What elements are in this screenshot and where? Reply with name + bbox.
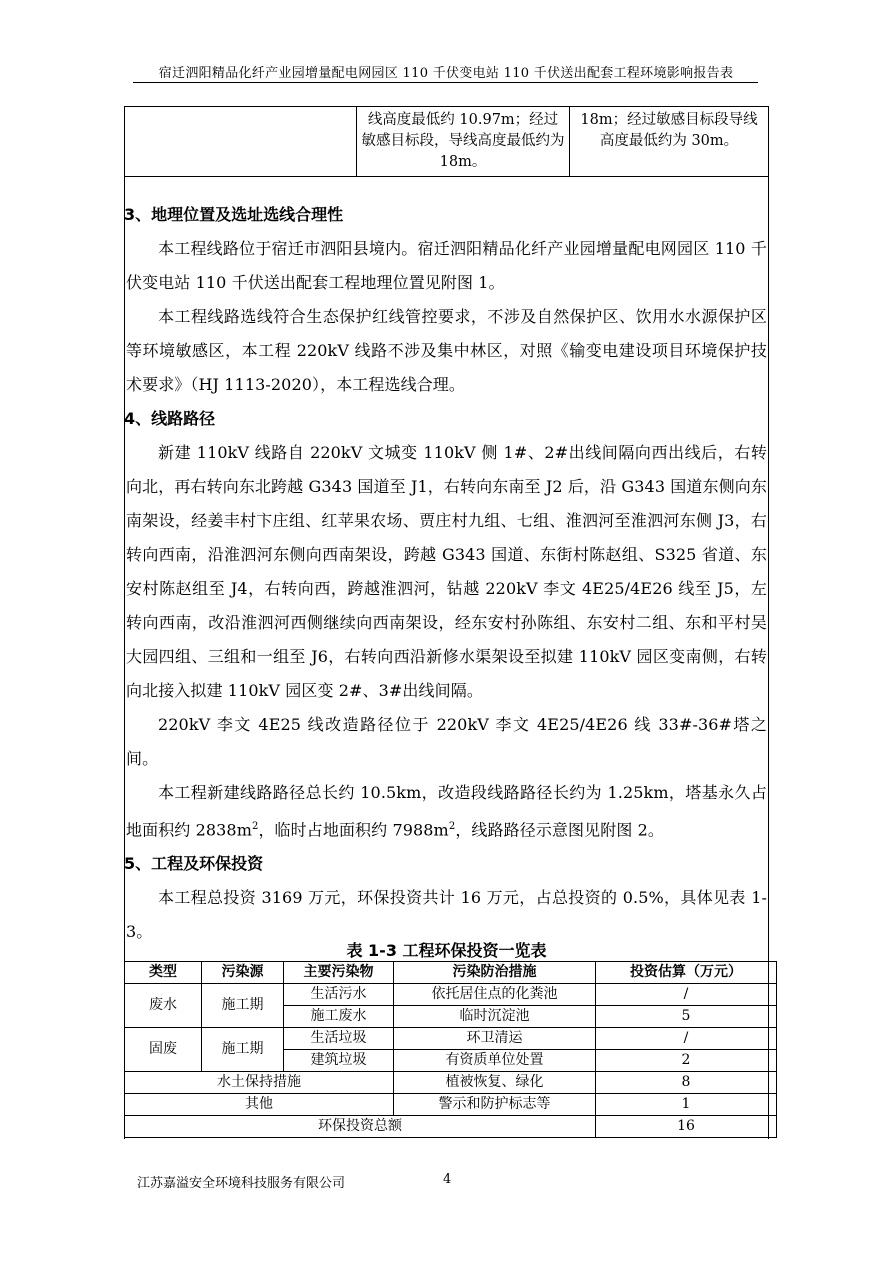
measure-cell: 植被恢复、绿化	[394, 1072, 596, 1094]
table-row	[125, 984, 777, 1006]
text-span: ，临时占地面积约 7988m	[258, 820, 449, 840]
paragraph: 本工程线路位于宿迁市泗阳县境内。宿迁泗阳精品化纤产业园增量配电网园区 110 千伏变电站 110 千伏送出配套工程地理位置见附图 1。	[126, 239, 767, 292]
cost-cell: 1	[596, 1094, 777, 1116]
header-cell: 主要污染物	[284, 962, 394, 984]
cost-cell: /	[596, 1028, 777, 1050]
paragraph: 新建 110kV 线路自 220kV 文城变 110kV 侧 1#、2#出线间隔向西出线后，右转向北，再右转向东北跨越 G343 国道至 J1，右转向东南至 J2 后，沿 G343 国道东侧向东南架设，经姜丰村卞庄组、红苹果农场、贾庄村九组、七组、淮泗河至淮泗河东侧 J3，右转向西南，沿淮泗河东侧向西南架设，跨越 G343 国道、东街村陈赵组、S325 省道、东安村陈赵组至 J4，右转向西，跨越淮泗河，钻越 220kV 李文 4E25/4E26 线至 J5，左转向西南，改沿淮泗河西侧继续向西南架设，经东安村孙陈组、东安村二组、东和平村吴大园四组、三组和一组至 J6，右转向西沿新修水渠架设至拟建 110kV 园区变南侧，右转向北接入拟建 110kV 园区变 2#、3#出线间隔。	[126, 443, 767, 700]
measure-cell: 环卫清运	[394, 1028, 596, 1050]
table-row	[125, 1094, 777, 1116]
source-cell: 施工期	[202, 984, 284, 1028]
total-label-cell: 环保投资总额	[125, 1116, 596, 1138]
cost-cell: 8	[596, 1072, 777, 1094]
paragraph: 本工程总投资 3169 万元，环保投资共计 16 万元，占总投资的 0.5%，具体见表 1-3。	[126, 888, 767, 942]
continued-table	[124, 106, 769, 177]
text-span: ，线路路径示意图见附图 2。	[455, 820, 664, 840]
investment-table	[124, 961, 777, 1138]
type-cell: 废水	[125, 984, 202, 1028]
soil-label-cell: 水土保持措施	[125, 1072, 394, 1094]
page-header-title: 宿迁泗阳精品化纤产业园增量配电网园区 110 千伏变电站 110 千伏送出配套工程环境影响报告表	[158, 66, 734, 81]
cost-cell: /	[596, 984, 777, 1006]
pollutant-cell: 建筑垃圾	[284, 1050, 394, 1072]
total-cost-cell: 16	[596, 1116, 777, 1138]
paragraph: 220kV 李文 4E25 线改造路径位于 220kV 李文 4E25/4E26 线 33#-36#塔之间。	[126, 715, 767, 768]
continued-cell-left	[125, 107, 357, 177]
table-row	[125, 1072, 777, 1094]
body-text	[124, 198, 769, 949]
superscript: 2	[251, 821, 259, 832]
source-cell: 施工期	[202, 1028, 284, 1072]
paragraph	[124, 776, 769, 847]
table-header-row	[125, 962, 777, 984]
pollutant-cell: 生活污水	[284, 984, 394, 1006]
measure-cell: 有资质单位处置	[394, 1050, 596, 1072]
footer-company: 江苏嘉溢安全环境科技服务有限公司	[137, 1176, 346, 1191]
continued-cell-right: 18m；经过敏感目标段导线高度最低约为 30m。	[570, 107, 769, 177]
cost-cell: 2	[596, 1050, 777, 1072]
page-number: 4	[443, 1172, 452, 1187]
table-row	[125, 1028, 777, 1050]
table-row	[125, 107, 769, 177]
type-cell: 固废	[125, 1028, 202, 1072]
paragraph: 本工程线路选线符合生态保护红线管控要求，不涉及自然保护区、饮用水水源保护区等环境敏感区，本工程 220kV 线路不涉及集中林区，对照《输变电建设项目环境保护技术要求》（HJ 1113-2020），本工程选线合理。	[126, 307, 767, 394]
table-row	[125, 1116, 777, 1138]
measure-cell: 依托居住点的化粪池	[394, 984, 596, 1006]
header-cell: 污染源	[202, 962, 284, 984]
section-heading-3: 3、地理位置及选址选线合理性	[124, 205, 344, 224]
pollutant-cell: 施工废水	[284, 1006, 394, 1028]
section-heading-5: 5、工程及环保投资	[124, 854, 264, 874]
other-label-cell: 其他	[125, 1094, 394, 1116]
header-cell: 投资估算（万元）	[596, 962, 777, 984]
pollutant-cell: 生活垃圾	[284, 1028, 394, 1050]
cost-cell: 5	[596, 1006, 777, 1028]
header-cell: 类型	[125, 962, 202, 984]
section-heading-4: 4、线路路径	[124, 409, 216, 428]
measure-cell: 临时沉淀池	[394, 1006, 596, 1028]
text-span: 本工程新建线路路径总长约 10.5km，改造段线路路径长约为 1.25km，塔基永久占地面积约 2838m	[126, 783, 767, 840]
header-cell: 污染防治措施	[394, 962, 596, 984]
measure-cell: 警示和防护标志等	[394, 1094, 596, 1116]
continued-cell-mid: 线高度最低约 10.97m；经过敏感目标段，导线高度最低约为18m。	[357, 107, 570, 177]
superscript: 2	[448, 821, 456, 832]
header-rule	[133, 82, 758, 83]
table-caption: 表 1-3 工程环保投资一览表	[346, 941, 547, 960]
